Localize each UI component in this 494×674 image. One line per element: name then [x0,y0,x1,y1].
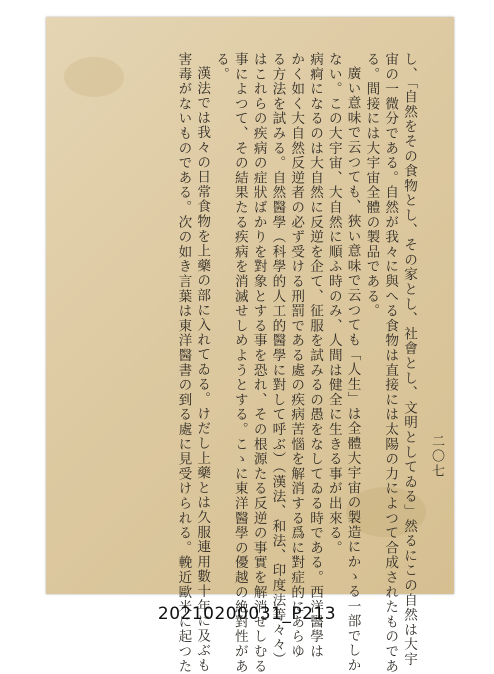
text-line-9: はこれらの疾病の症狀ばかりを對象とする事を恐れ、その根源たる反逆の事實を解消せしむる [250,52,267,674]
text-line-6: 病痾になるのは大自然に反逆を企て、征服を試みるの愚をなしてゐる時である。西洋醫學は [307,52,324,659]
text-line-8: る方法を試みる。自然醫學（科學的人工的醫學に對して呼ぶ）（漢法、和法、印度法等々々） [269,52,286,667]
text-line-3: る。間接には大宇宙全體の製品である。 [363,52,380,319]
text-line-4: 廣い意味で云つても、狹い意味で云つても「人生」は全體大宇宙の製造にかゝる一部でしか [344,65,361,673]
text-line-11: る。 [213,52,230,82]
image-caption: 20210200031_P213 [157,604,337,624]
page-number: 二〇七 [429,434,444,479]
text-line-13: 害毒がないものである。次の如き言葉は東洋醫書の到る處に見受けられる。輓近歐米に起つた [175,52,192,674]
text-line-7: かく如く大自然反逆者の必ず受ける刑罰である處の疾病苦惱を解消する爲に對症的にあらゆ [288,52,305,659]
text-line-5: ない。この大宇宙、大自然に順ふ時のみ、人間は健全に生きる事が出來る。 [325,52,342,556]
text-line-12: 漢法では我々の日常食物を上藥の部に入れてゐる。けだし上藥とは久服連用數十年に及ぶも [194,65,211,673]
text-line-2: 宙の一微分である。自然が我々に與へる食物は直接には太陽の力によつて合成されたものであ [382,52,399,674]
text-line-1: し、「自然をその食物とし、その家とし、社會とし、文明としてゐる」然るにこの自然は大宇 [401,52,417,667]
text-line-10: 事によつて、その結果たる疾病を消滅せしめようとする。こゝに東洋醫學の優越の絶對性があ [231,52,248,674]
